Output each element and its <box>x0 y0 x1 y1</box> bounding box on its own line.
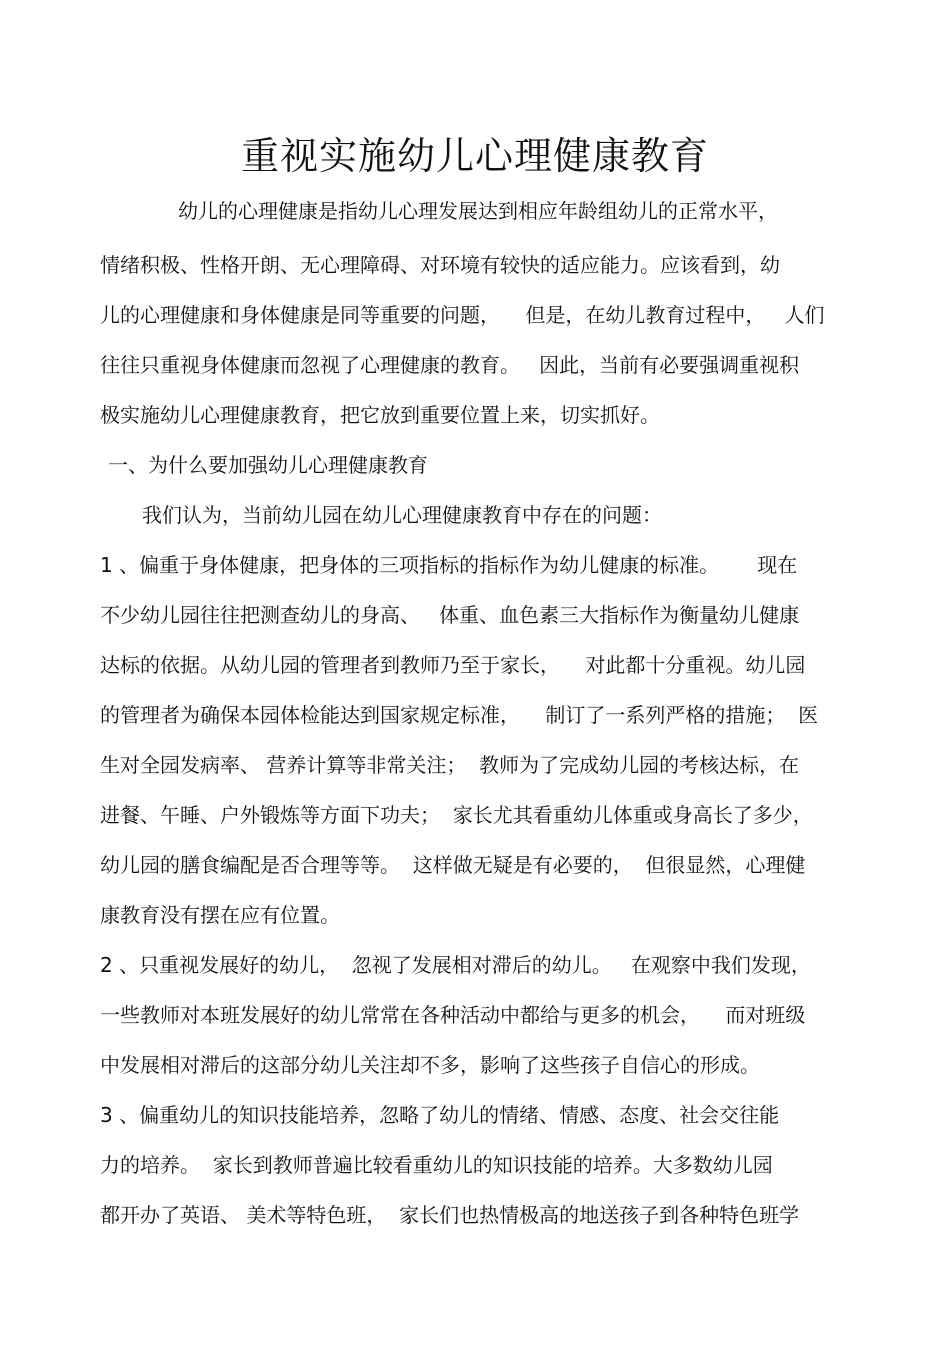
text-line: 幼儿的心理健康是指幼儿心理发展达到相应年龄组幼儿的正常水平， <box>178 199 778 223</box>
text-line: 生对全园发病率、 营养计算等非常关注； 教师为了完成幼儿园的考核达标，在 <box>100 753 800 777</box>
text-line: 不少幼儿园往往把测查幼儿的身高、 体重、血色素三大指标作为衡量幼儿健康 <box>100 603 800 627</box>
text-line: 都开办了英语、 美术等特色班， 家长们也热情极高的地送孩子到各种特色班学 <box>100 1203 800 1227</box>
text-line: 极实施幼儿心理健康教育，把它放到重要位置上来，切实抓好。 <box>100 403 660 427</box>
text-line: 力的培养。 家长到教师普遍比较看重幼儿的知识技能的培养。大多数幼儿园 <box>100 1153 773 1177</box>
text-line: 2 、只重视发展好的幼儿， 忽视了发展相对滞后的幼儿。 在观察中我们发现， <box>100 953 811 977</box>
text-line: 儿的心理健康和身体健康是同等重要的问题， 但是，在幼儿教育过程中， 人们 <box>100 303 825 327</box>
text-line: 一、为什么要加强幼儿心理健康教育 <box>108 453 428 477</box>
text-line: 进餐、午睡、户外锻炼等方面下功夫； 家长尤其看重幼儿体重或身高长了多少， <box>100 803 813 827</box>
text-line: 3 、偏重幼儿的知识技能培养，忽略了幼儿的情绪、情感、态度、社会交往能 <box>100 1103 780 1127</box>
text-line: 1 、偏重于身体健康，把身体的三项指标的指标作为幼儿健康的标准。 现在 <box>100 553 798 577</box>
text-line: 的管理者为确保本园体检能达到国家规定标准， 制订了一系列严格的措施； 医 <box>100 703 819 727</box>
text-line: 情绪积极、性格开朗、无心理障碍、对环境有较快的适应能力。应该看到，幼 <box>100 253 780 277</box>
text-line: 一些教师对本班发展好的幼儿常常在各种活动中都给与更多的机会， 而对班级 <box>100 1003 806 1027</box>
text-line: 中发展相对滞后的这部分幼儿关注却不多，影响了这些孩子自信心的形成。 <box>100 1053 760 1077</box>
text-line: 幼儿园的膳食编配是否合理等等。 这样做无疑是有必要的， 但很显然，心理健 <box>100 853 806 877</box>
text-line: 我们认为，当前幼儿园在幼儿心理健康教育中存在的问题： <box>142 503 662 527</box>
text-line: 康教育没有摆在应有位置。 <box>100 903 340 927</box>
text-line: 往往只重视身体健康而忽视了心理健康的教育。 因此，当前有必要强调重视积 <box>100 353 800 377</box>
text-line: 达标的依据。从幼儿园的管理者到教师乃至于家长， 对此都十分重视。幼儿园 <box>100 653 806 677</box>
document-title: 重视实施幼儿心理健康教育 <box>240 134 709 178</box>
